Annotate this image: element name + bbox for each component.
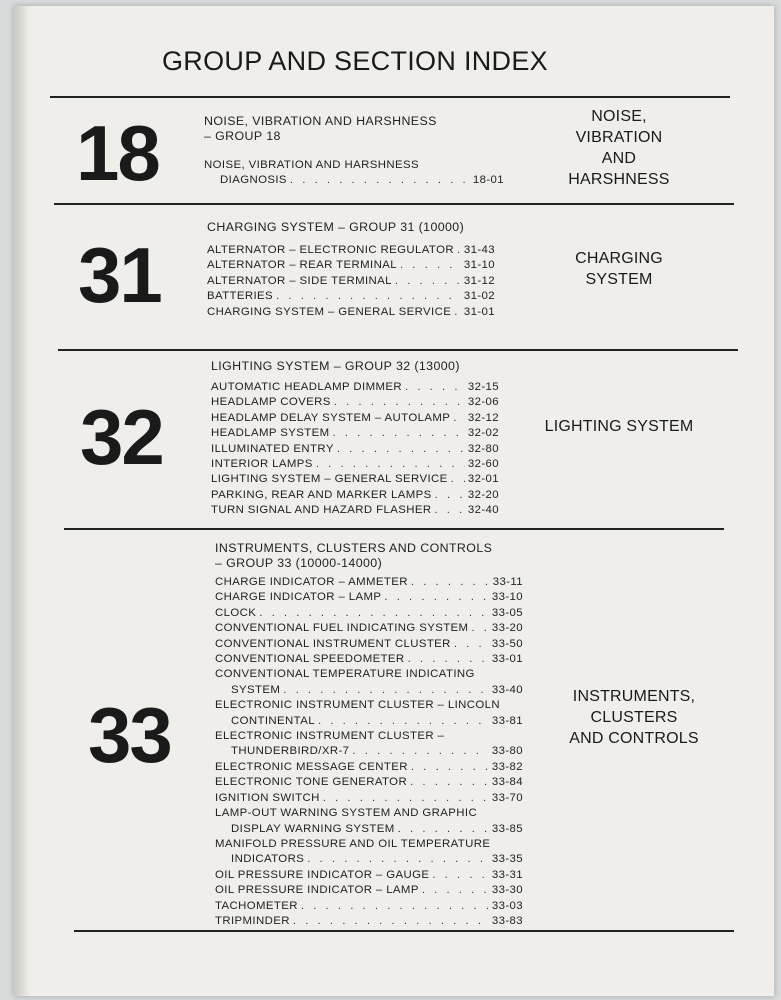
index-entry [215, 899, 523, 914]
entry-page: 31-12 [463, 274, 495, 287]
group-number: 18 [76, 109, 159, 197]
dot-leader [290, 173, 470, 188]
entry-label: CONTINENTAL [231, 714, 315, 727]
entry-label: ELECTRONIC TONE GENERATOR [215, 776, 408, 789]
entry-page: 32-06 [467, 396, 499, 409]
index-entry [215, 729, 523, 744]
dot-leader [454, 637, 489, 652]
dot-leader [422, 883, 489, 898]
entry-label: OIL PRESSURE INDICATOR – GAUGE [215, 868, 430, 881]
entry-label: CHARGE INDICATOR – AMMETER [215, 576, 408, 588]
dot-leader [432, 868, 489, 883]
entry-label: IGNITION SWITCH [215, 791, 320, 804]
dot-leader [410, 775, 489, 790]
index-entry [215, 837, 523, 852]
dot-leader [352, 744, 488, 759]
entry-label: LAMP-OUT WARNING SYSTEM AND GRAPHIC [215, 807, 478, 820]
entry-label: MANIFOLD PRESSURE AND OIL TEMPERATURE [215, 837, 491, 850]
index-entry [215, 744, 523, 759]
entry-page: 32-60 [467, 458, 499, 471]
entry-page: 33-20 [491, 622, 523, 635]
entry-label: CONVENTIONAL INSTRUMENT CLUSTER [215, 637, 451, 650]
dot-leader [283, 683, 489, 698]
divider-rule [58, 349, 738, 351]
group-entries [215, 541, 523, 929]
entry-label: ELECTRONIC MESSAGE CENTER [215, 760, 408, 773]
dot-leader [395, 274, 461, 289]
group-side-label [534, 416, 704, 437]
entry-page: 33-01 [491, 653, 523, 666]
divider-rule [54, 203, 734, 205]
index-entry [207, 289, 495, 304]
index-entry [215, 698, 523, 713]
entry-label: ILLUMINATED ENTRY [211, 442, 334, 455]
entry-page: 33-30 [491, 884, 523, 897]
index-entry [215, 621, 523, 636]
entry-page: 33-70 [491, 791, 523, 804]
entry-label: CHARGE INDICATOR – LAMP [215, 591, 382, 604]
entry-label: ELECTRONIC INSTRUMENT CLUSTER – LINCOLN [215, 699, 501, 712]
side-label-line: AND [601, 150, 637, 167]
entry-label: CLOCK [215, 606, 257, 619]
index-entry [204, 173, 504, 188]
dot-leader [411, 760, 489, 775]
index-entry [215, 760, 523, 775]
entry-page: 33-50 [491, 637, 523, 650]
entry-label: ALTERNATOR – ELECTRONIC REGULATOR [207, 244, 454, 256]
dot-leader [408, 652, 489, 667]
entry-page: 31-01 [463, 305, 495, 318]
group-entries [211, 359, 499, 519]
dot-leader [276, 289, 461, 304]
index-entry [215, 868, 523, 883]
dot-leader [334, 395, 465, 410]
entry-page: 33-10 [491, 591, 523, 604]
dot-leader [323, 791, 489, 806]
entry-label: INDICATORS [231, 853, 305, 866]
group-number: 32 [80, 393, 163, 481]
group-heading [204, 114, 504, 144]
index-entry [211, 380, 499, 395]
index-entry [215, 883, 523, 898]
entry-label: TURN SIGNAL AND HAZARD FLASHER [211, 504, 432, 517]
entry-page: 33-05 [491, 606, 523, 619]
dot-leader [471, 621, 488, 636]
dot-leader [293, 914, 489, 929]
entry-page: 33-03 [491, 899, 523, 912]
dot-leader [332, 426, 464, 441]
divider-rule [64, 528, 724, 530]
index-entry [215, 714, 523, 729]
entry-label: CONVENTIONAL SPEEDOMETER [215, 653, 405, 666]
dot-leader [259, 606, 489, 621]
index-entry [215, 683, 523, 698]
index-entry [211, 442, 499, 457]
side-label-line: HARSHNESS [568, 171, 670, 188]
entry-label: HEADLAMP SYSTEM [211, 427, 330, 440]
side-label-line: LIGHTING SYSTEM [544, 418, 694, 435]
dot-leader [457, 243, 461, 258]
entry-label: CONVENTIONAL FUEL INDICATING SYSTEM [215, 622, 469, 635]
group-heading-line: NOISE, VIBRATION AND HARSHNESS [204, 114, 437, 128]
dot-leader [301, 899, 489, 914]
entry-label: HEADLAMP COVERS [211, 396, 331, 409]
divider-rule [74, 930, 734, 932]
index-entry [211, 488, 499, 503]
entry-label: LIGHTING SYSTEM – GENERAL SERVICE [211, 473, 448, 486]
dot-leader [411, 575, 490, 590]
dot-leader [405, 380, 465, 395]
dot-leader [453, 411, 465, 426]
entry-page: 33-31 [491, 868, 523, 881]
group-heading-line: – GROUP 33 (10000-14000) [215, 556, 383, 570]
entry-page: 33-80 [491, 745, 523, 758]
entry-label: THUNDERBIRD/XR-7 [231, 745, 350, 758]
dot-leader [454, 305, 461, 320]
side-label-line: CHARGING [575, 250, 663, 267]
entry-label: BATTERIES [207, 290, 274, 303]
entry-label: ALTERNATOR – SIDE TERMINAL [207, 274, 392, 287]
index-entry [207, 243, 495, 258]
entry-page: 32-15 [467, 381, 499, 393]
dot-leader [337, 442, 465, 457]
dot-leader [435, 488, 465, 503]
entry-page: 31-10 [463, 259, 495, 272]
entry-page: 32-80 [467, 442, 499, 455]
entry-page: 18-01 [472, 174, 504, 187]
document-page [14, 6, 774, 996]
group-heading [215, 541, 523, 571]
index-entry [215, 914, 523, 929]
entry-page: 31-02 [463, 290, 495, 303]
dot-leader [307, 852, 489, 867]
group-entries [207, 220, 495, 320]
group-entries [204, 114, 504, 189]
index-entry [211, 457, 499, 472]
dot-leader [316, 457, 465, 472]
index-entry [215, 806, 523, 821]
index-entry [215, 590, 523, 605]
index-entry [215, 822, 523, 837]
entry-page: 32-40 [467, 504, 499, 517]
index-entry [215, 652, 523, 667]
entry-label: ELECTRONIC INSTRUMENT CLUSTER – [215, 730, 445, 743]
index-entry [215, 852, 523, 867]
entry-label: NOISE, VIBRATION AND HARSHNESS [204, 159, 419, 171]
entry-label: AUTOMATIC HEADLAMP DIMMER [211, 381, 403, 393]
index-entry [204, 158, 504, 173]
entry-page: 33-81 [491, 714, 523, 727]
entry-page: 33-35 [491, 853, 523, 866]
index-entry [207, 274, 495, 289]
index-entry [211, 395, 499, 410]
divider-rule [50, 96, 730, 98]
entry-label: PARKING, REAR AND MARKER LAMPS [211, 488, 432, 501]
index-entry [207, 305, 495, 320]
entry-page: 33-84 [491, 776, 523, 789]
index-entry [211, 503, 499, 518]
page-binding-edge [14, 6, 30, 996]
group-heading [207, 220, 495, 235]
index-entry [211, 426, 499, 441]
dot-leader [398, 822, 489, 837]
entry-label: DISPLAY WARNING SYSTEM [231, 822, 395, 835]
group-number: 33 [88, 691, 171, 779]
dot-leader [451, 472, 465, 487]
side-label-line: INSTRUMENTS, [572, 688, 696, 705]
dot-leader [434, 503, 464, 518]
group-side-label [534, 106, 704, 190]
dot-leader [384, 590, 488, 605]
entry-label: TRIPMINDER [215, 914, 290, 927]
group-heading-line: INSTRUMENTS, CLUSTERS AND CONTROLS [215, 541, 493, 555]
entry-label: SYSTEM [231, 683, 281, 696]
entry-page: 32-02 [467, 427, 499, 440]
entry-label: DIAGNOSIS [220, 174, 287, 187]
entry-page: 33-40 [491, 683, 523, 696]
entry-page: 31-43 [463, 244, 495, 256]
entry-page: 33-85 [491, 822, 523, 835]
index-entry [211, 411, 499, 426]
index-entry [215, 791, 523, 806]
index-entry [207, 258, 495, 273]
entry-page: 33-83 [491, 914, 523, 927]
index-entry [215, 575, 523, 590]
side-label-line: VIBRATION [575, 129, 663, 146]
entry-page: 32-20 [467, 488, 499, 501]
group-side-label [534, 248, 704, 290]
page-title: GROUP AND SECTION INDEX [162, 46, 548, 76]
side-label-line: SYSTEM [585, 271, 653, 288]
side-label-line: CLUSTERS [590, 709, 678, 726]
entry-label: OIL PRESSURE INDICATOR – LAMP [215, 884, 419, 897]
entry-page: 32-12 [467, 411, 499, 424]
dot-leader [318, 714, 489, 729]
side-label-line: AND CONTROLS [569, 730, 699, 747]
index-entry [215, 606, 523, 621]
group-heading-line: CHARGING SYSTEM – GROUP 31 (10000) [207, 220, 465, 234]
index-entry [215, 637, 523, 652]
index-entry [215, 667, 523, 682]
entry-label: INTERIOR LAMPS [211, 458, 313, 471]
group-side-label [544, 686, 724, 749]
group-heading-line: – GROUP 18 [204, 129, 281, 143]
group-heading [211, 359, 499, 374]
index-entry [215, 775, 523, 790]
dot-leader [400, 258, 461, 273]
group-heading-line: LIGHTING SYSTEM – GROUP 32 (13000) [211, 359, 460, 373]
entry-label: ALTERNATOR – REAR TERMINAL [207, 259, 397, 272]
entry-label: HEADLAMP DELAY SYSTEM – AUTOLAMP [211, 411, 451, 424]
entry-page: 33-11 [492, 576, 523, 588]
group-number: 31 [78, 231, 161, 319]
entry-label: CONVENTIONAL TEMPERATURE INDICATING [215, 668, 475, 681]
index-entry [211, 472, 499, 487]
entry-page: 32-01 [467, 473, 499, 486]
entry-page: 33-82 [491, 760, 523, 773]
side-label-line: NOISE, [591, 108, 647, 125]
entry-label: CHARGING SYSTEM – GENERAL SERVICE [207, 305, 452, 318]
entry-label: TACHOMETER [215, 899, 298, 912]
